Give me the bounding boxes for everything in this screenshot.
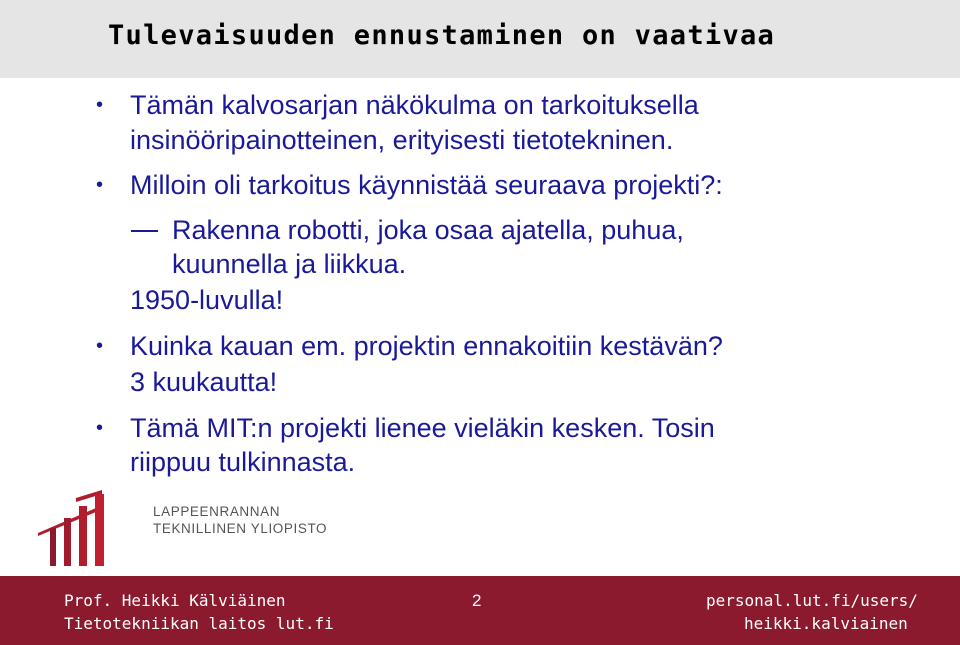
page-number: 2 [472,591,482,610]
sub-bullet-line-1: Rakenna robotti, joka osaa ajatella, puhua, [172,215,684,245]
bullet-2: • [96,174,104,196]
slide-title: Tulevaisuuden ennustaminen on vaativaa [108,20,776,51]
logo-line-1: LAPPEENRANNAN [153,504,281,519]
lut-logo [36,488,328,568]
lut-logo-icon [36,488,116,568]
bullet-3-line-2: 3 kuukautta! [130,367,278,397]
bullet-4-line-2: riippuu tulkinnasta. [130,447,356,477]
bullet-1-line-2: insinööripainotteinen, erityisesti tietotekninen. [130,125,674,155]
bullet-2-line-2: 1950-luvulla! [130,285,284,315]
footer-url-line-2: heikki.kalviainen [744,614,908,633]
footer-department: Tietotekniikan laitos lut.fi [64,614,334,633]
bullet-4: • [96,417,104,439]
logo-line-2: TEKNILLINEN YLIOPISTO [153,521,328,536]
bullet-1-line-1: Tämän kalvosarjan näkökulma on tarkoituksella [130,90,699,120]
footer-author: Prof. Heikki Kälviäinen [64,591,286,610]
bullet-3-line-1: Kuinka kauan em. projektin ennakoitiin kestävän? [130,331,723,361]
sub-bullet-dash [131,230,158,232]
bullet-4-line-1: Tämä MIT:n projekti lienee vieläkin kesken. Tosin [130,413,715,443]
bullet-2-line-1: Milloin oli tarkoitus käynnistää seuraava projekti?: [130,170,723,200]
sub-bullet-line-2: kuunnella ja liikkua. [172,249,407,279]
footer-url-line-1: personal.lut.fi/users/ [706,591,918,610]
bullet-1: • [96,94,104,116]
bullet-3: • [96,335,104,357]
